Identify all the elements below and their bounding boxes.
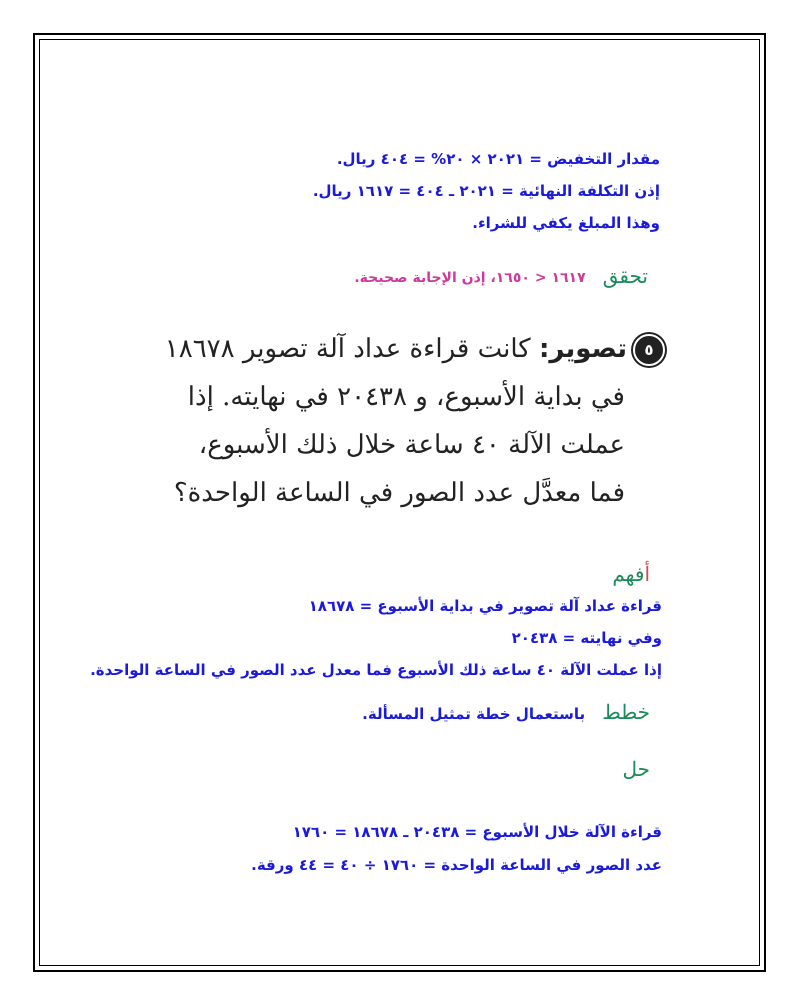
understand-line-1: قراءة عداد آلة تصوير في بداية الأسبوع = ١٨٦٧٨ xyxy=(308,597,662,615)
understand-badge-rest: فهم xyxy=(612,562,645,586)
check-text: ١٦١٧ < ١٦٥٠، إذن الإجابة صحيحة. xyxy=(354,270,586,286)
intro-line-2: إذن التكلفة النهائية = ٢٠٢١ ـ ٤٠٤ = ١٦١٧ ريال. xyxy=(312,182,660,200)
intro-line-1: مقدار التخفيض = ٢٠٢١ × ٢٠% = ٤٠٤ ريال. xyxy=(336,150,660,168)
problem-block xyxy=(0,325,665,517)
understand-line-2: وفي نهايته = ٢٠٤٣٨ xyxy=(511,629,662,647)
plan-row xyxy=(0,698,662,730)
problem-line-2: في بداية الأسبوع، و ٢٠٤٣٨ في نهايته. إذا xyxy=(187,382,625,412)
solve-badge: حل xyxy=(610,755,662,787)
problem-line-3: عملت الآلة ٤٠ ساعة خلال ذلك الأسبوع، xyxy=(198,430,625,460)
understand-badge xyxy=(600,560,662,592)
check-badge: تحقق xyxy=(591,262,660,294)
understand-line-3: إذا عملت الآلة ٤٠ ساعة ذلك الأسبوع فما معدل عدد الصور في الساعة الواحدة. xyxy=(90,661,662,679)
intro-line-3: وهذا المبلغ يكفي للشراء. xyxy=(472,214,660,232)
solve-line-1: قراءة الآلة خلال الأسبوع = ٢٠٤٣٨ ـ ١٨٦٧٨ = ١٧٦٠ xyxy=(292,823,662,841)
problem-title: تصوير: xyxy=(538,334,627,364)
problem-line-1 xyxy=(0,325,665,373)
problem-line-4: فما معدَّل عدد الصور في الساعة الواحدة؟ xyxy=(173,478,625,508)
problem-number-badge: ٥ xyxy=(633,334,665,366)
understand-heading xyxy=(0,560,662,592)
check-row xyxy=(0,262,660,294)
solve-line-2: عدد الصور في الساعة الواحدة = ١٧٦٠ ÷ ٤٠ = ٤٤ ورقة. xyxy=(251,856,662,874)
plan-text: باستعمال خطة تمثيل المسألة. xyxy=(362,705,586,723)
understand-badge-first: أ xyxy=(644,562,650,586)
plan-badge: خطط xyxy=(590,698,662,730)
solve-heading xyxy=(0,755,662,787)
problem-text-1: كانت قراءة عداد آلة تصوير ١٨٦٧٨ xyxy=(164,334,531,364)
